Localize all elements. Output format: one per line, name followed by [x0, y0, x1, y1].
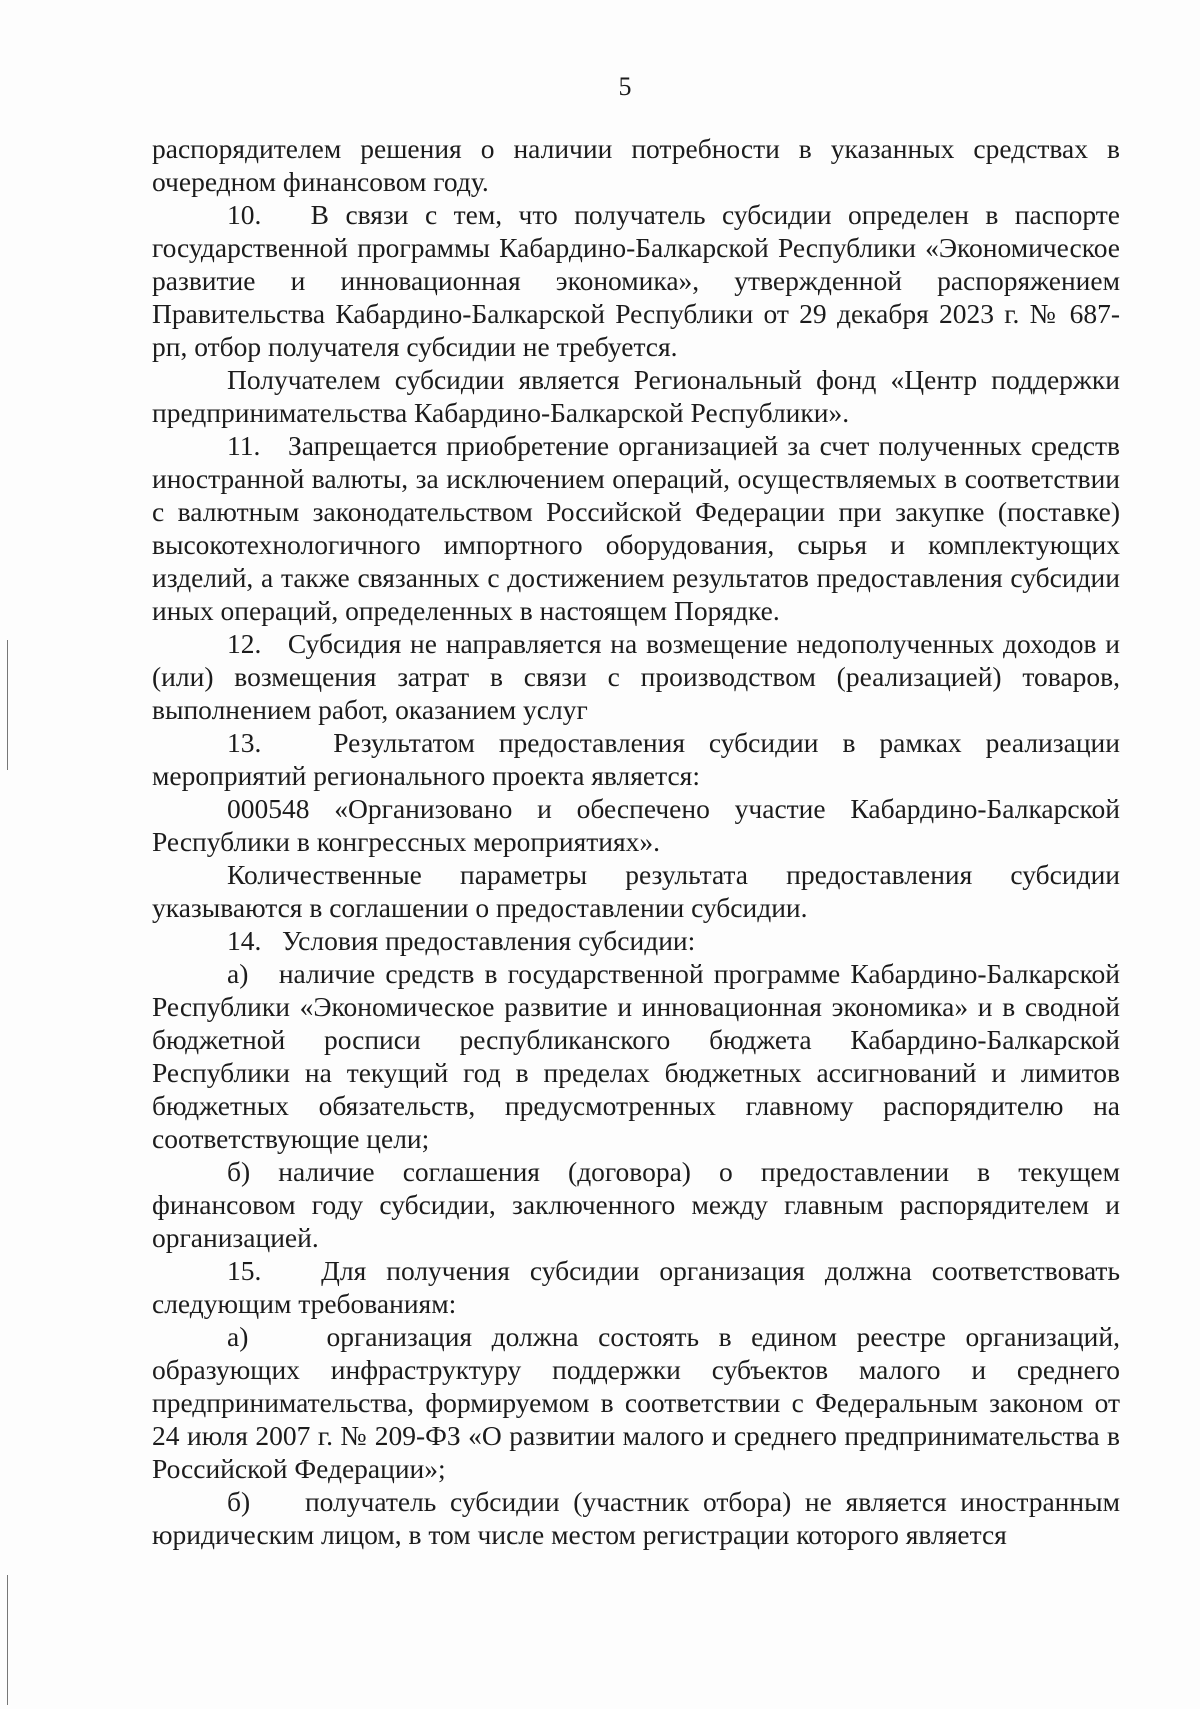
- paragraph-13: 13. Результатом предоставления субсидии в рамках реализации мероприятий регионального проекта является:: [152, 727, 1120, 791]
- paragraph-15-b: б) получатель субсидии (участник отбора) не является иностранным юридическим лицом, в том числе местом регистрации которого является: [152, 1486, 1120, 1550]
- paragraph-continuation: распорядителем решения о наличии потребности в указанных средствах в очередном финансовом году.: [152, 133, 1120, 197]
- paragraph-14-a: а) наличие средств в государственной программе Кабардино-Балкарской Республики «Экономическое развитие и инновационная экономика» и в сводной бюджетной росписи республиканского бюджета Кабардино-Балкарской Республики на текущий год в пределах бюджетных ассигнований и лимитов бюджетных обязательств, предусмотренных главному распорядителю на соответствующие цели;: [152, 958, 1120, 1154]
- page-number: 5: [618, 72, 632, 101]
- paragraph-15: 15. Для получения субсидии организация должна соответствовать следующим требованиям:: [152, 1255, 1120, 1319]
- document-body: [152, 132, 1120, 1551]
- scan-edge-line-top: [7, 640, 8, 770]
- paragraph-12: 12. Субсидия не направляется на возмещение недополученных доходов и (или) возмещения затрат в связи с производством (реализацией) товаров, выполнением работ, оказанием услуг: [152, 628, 1120, 725]
- paragraph-quantitative: Количественные параметры результата предоставления субсидии указываются в соглашении о предоставлении субсидии.: [152, 859, 1120, 923]
- paragraph-14-b: б) наличие соглашения (договора) о предоставлении в текущем финансовом году субсидии, заключенного между главным распорядителем и организацией.: [152, 1156, 1120, 1253]
- paragraph-15-a: а) организация должна состоять в едином реестре организаций, образующих инфраструктуру поддержки субъектов малого и среднего предпринимательства, формируемом в соответствии с Федеральным законом от 24 июля 2007 г. № 209-ФЗ «О развитии малого и среднего предпринимательства в Российской Федерации»;: [152, 1321, 1120, 1484]
- paragraph-11: 11. Запрещается приобретение организацией за счет полученных средств иностранной валюты, за исключением операций, осуществляемых в соответствии с валютным законодательством Российской Федерации при закупке (поставке) высокотехнологичного импортного оборудования, сырья и комплектующих изделий, а также связанных с достижением результатов предоставления субсидии иных операций, определенных в настоящем Порядке.: [152, 430, 1120, 626]
- paragraph-10: 10. В связи с тем, что получатель субсидии определен в паспорте государственной программы Кабардино-Балкарской Республики «Экономическое развитие и инновационная экономика», утвержденной распоряжением Правительства Кабардино-Балкарской Республики от 29 декабря 2023 г. № 687-рп, отбор получателя субсидии не требуется.: [152, 199, 1120, 362]
- paragraph-result-code: 000548 «Организовано и обеспечено участие Кабардино-Балкарской Республики в конгрессных мероприятиях».: [152, 793, 1120, 857]
- scan-edge-line-bottom: [7, 1575, 8, 1705]
- paragraph-recipient: Получателем субсидии является Региональный фонд «Центр поддержки предпринимательства Кабардино-Балкарской Республики».: [152, 364, 1120, 428]
- paragraph-14: 14. Условия предоставления субсидии:: [227, 925, 696, 956]
